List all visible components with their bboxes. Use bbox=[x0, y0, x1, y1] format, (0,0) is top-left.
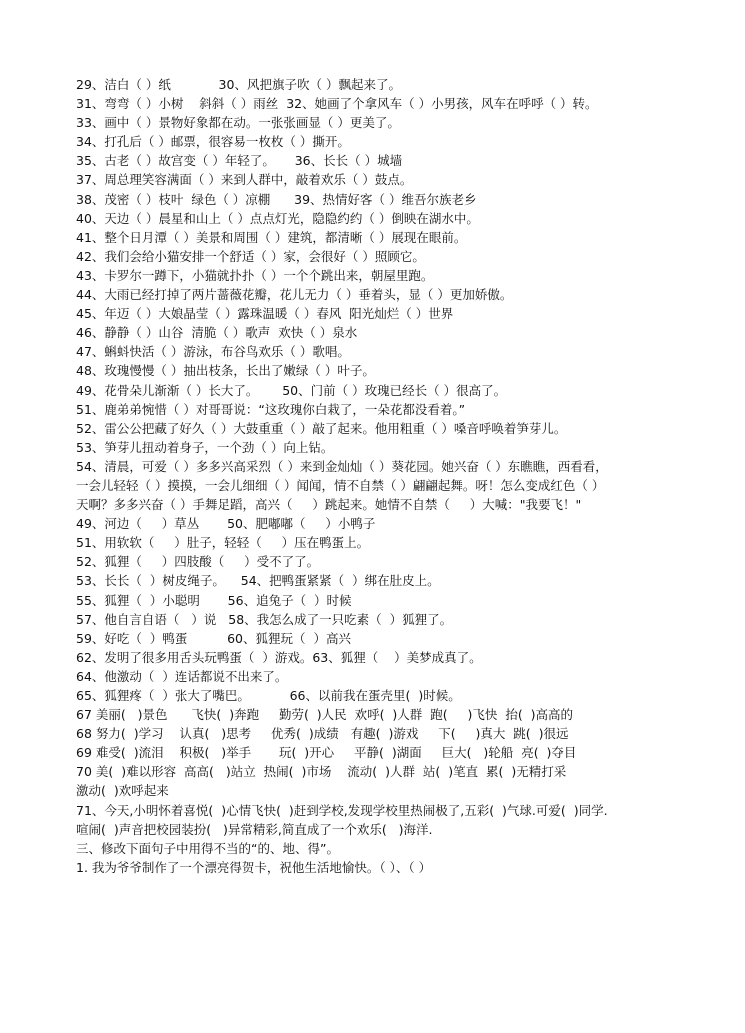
text-line: 喧闹( )声音把校园装扮( )异常精彩,简直成了一个欢乐( )海洋. bbox=[76, 821, 433, 837]
text-line: 34、打孔后（ ）邮票，很容易一枚枚（ ）撕开。 bbox=[76, 134, 350, 150]
text-line: 40、天边（ ）晨星和山上（ ）点点灯光，隐隐约约（ ）倒映在湖水中。 bbox=[76, 210, 479, 226]
text-line: 51、鹿弟弟惋惜（ ）对哥哥说：“这玫瑰你白栽了，一朵花都没看着。” bbox=[76, 401, 466, 417]
text-line: 71、今天,小明怀着喜悦( )心情飞快( )赶到学校,发现学校里热闹极了,五彩( )气球.可爱( )同学. bbox=[76, 802, 608, 818]
text-line: 38、茂密（ ）枝叶 绿色（ ）凉棚 39、热情好客（ ）维吾尔族老乡 bbox=[76, 191, 477, 207]
text-line: 1. 我为爷爷制作了一个漂亮得贺卡，祝他生活地愉快。（ ）、（ ） bbox=[76, 859, 432, 875]
text-line: 29、洁白（ ）纸 30、风把旗子吹（ ）飘起来了。 bbox=[76, 77, 401, 92]
text-line: 57、他自言自语（ ）说 58、我怎么成了一只吃素（ ）狐狸了。 bbox=[76, 611, 453, 627]
text-line: 68 努力( )学习 认真( )思考 优秀( )成绩 有趣( )游戏 下( )真大 跳( )很远 bbox=[76, 726, 569, 742]
text-line: 45、年迈（ ）大娘晶莹（ ）露珠温暖（ ）春风 阳光灿烂（ ）世界 bbox=[76, 306, 454, 322]
text-line: 55、狐狸（ ）小聪明 56、追兔子（ ）时候 bbox=[76, 592, 352, 608]
section-heading: 三、修改下面句子中用得不当的“的、地、得”。 bbox=[76, 840, 339, 856]
text-line: 65、狐狸疼（ ）张大了嘴巴。 66、以前我在蛋壳里( )时候。 bbox=[76, 688, 461, 703]
text-line: 31、弯弯（ ）小树 斜斜（ ）雨丝 32、她画了个拿风车（ ）小男孩，风车在呼呼（ ）转。 bbox=[76, 96, 598, 112]
text-line: 42、我们会给小猫安排一个舒适（ ）家，会很好（ ）照顾它。 bbox=[76, 248, 425, 264]
text-line: 54、清晨，可爱（ ）多多兴高采烈（ ）来到金灿灿（ ）葵花园。她兴奋（ ）东瞧瞧，西看看， bbox=[76, 458, 608, 474]
text-line: 59、好吃（ ）鸭蛋 60、狐狸玩（ ）高兴 bbox=[76, 630, 351, 646]
text-line: 49、花骨朵儿渐渐（ ）长大了。 50、门前（ ）玫瑰已经长（ ）很高了。 bbox=[76, 382, 507, 398]
text-line: 一会儿轻轻（ ）摸摸，一会儿细细（ ）闻闻，情不自禁（ ）翩翩起舞。呀！怎么变成红色（ ） bbox=[76, 477, 605, 493]
text-line: 48、玫瑰慢慢（ ）抽出枝条，长出了嫩绿（ ）叶子。 bbox=[76, 363, 375, 379]
text-line: 52、狐狸（ ）四肢酸（ ）受不了了。 bbox=[76, 554, 320, 570]
text-line: 37、周总理笑容满面（ ）来到人群中，敲着欢乐（ ）鼓点。 bbox=[76, 172, 413, 188]
text-line: 46、静静（ ）山谷 清脆（ ）歌声 欢快（ ）泉水 bbox=[76, 325, 358, 341]
text-line: 52、雷公公把藏了好久（ ）大鼓重重（ ）敲了起来。他用粗重（ ）嗓音呼唤着笋芽儿。 bbox=[76, 420, 567, 436]
text-line: 43、卡罗尔一蹲下，小猫就扑扑（ ）一个个跳出来，朝屋里跑。 bbox=[76, 267, 434, 283]
text-line: 69 难受( )流泪 积极( )举手 玩( )开心 平静( )湖面 巨大( )轮船 亮( )夺目 bbox=[76, 745, 577, 761]
text-line: 41、整个日月潭（ ）美景和周围（ ）建筑，都清晰（ ）展现在眼前。 bbox=[76, 229, 467, 245]
text-line: 53、长长（ ）树皮绳子。 54、把鸭蛋紧紧（ ）绑在肚皮上。 bbox=[76, 573, 440, 589]
text-line: 33、画中（ ）景物好象都在动。一张张画显（ ）更美了。 bbox=[76, 115, 400, 131]
text-line: 44、大雨已经打掉了两片蔷薇花瓣，花儿无力（ ）垂着头，显（ ）更加娇傲。 bbox=[76, 287, 513, 303]
text-line: 35、古老（ ）故宫变（ ）年轻了。 36、长长（ ）城墙 bbox=[76, 153, 403, 169]
document-body bbox=[76, 75, 676, 877]
text-line: 51、用软软（ ）肚子，轻轻（ ）压在鸭蛋上。 bbox=[76, 535, 370, 551]
text-line: 53、笋芽儿扭动着身子，一个劲（ ）向上钻。 bbox=[76, 439, 334, 455]
text-line: 67 美丽( )景色 飞快( )奔跑 勤劳( )人民 欢呼( )人群 跑( )飞快 抬( )高高的 bbox=[76, 707, 574, 723]
text-line: 激动( )欢呼起来 bbox=[76, 783, 169, 799]
text-line: 49、河边（ ）草丛 50、肥嘟嘟（ ）小鸭子 bbox=[76, 516, 376, 532]
text-line: 天啊？多多兴奋（ ）手舞足蹈，高兴（ ）跳起来。她情不自禁（ ）大喊："我要飞！" bbox=[76, 497, 582, 513]
text-line: 64、他激动（ ）连话都说不出来了。 bbox=[76, 668, 288, 684]
text-line: 47、蝌蚪快活（ ）游泳，布谷鸟欢乐（ ）歌唱。 bbox=[76, 344, 350, 360]
text-line: 62、发明了很多用舌头玩鸭蛋（ ）游戏。63、狐狸（ ）美梦成真了。 bbox=[76, 649, 482, 665]
text-line: 70 美( )难以形容 高高( )站立 热闹( )市场 流动( )人群 站( )笔直 累( )无精打采 bbox=[76, 764, 567, 780]
